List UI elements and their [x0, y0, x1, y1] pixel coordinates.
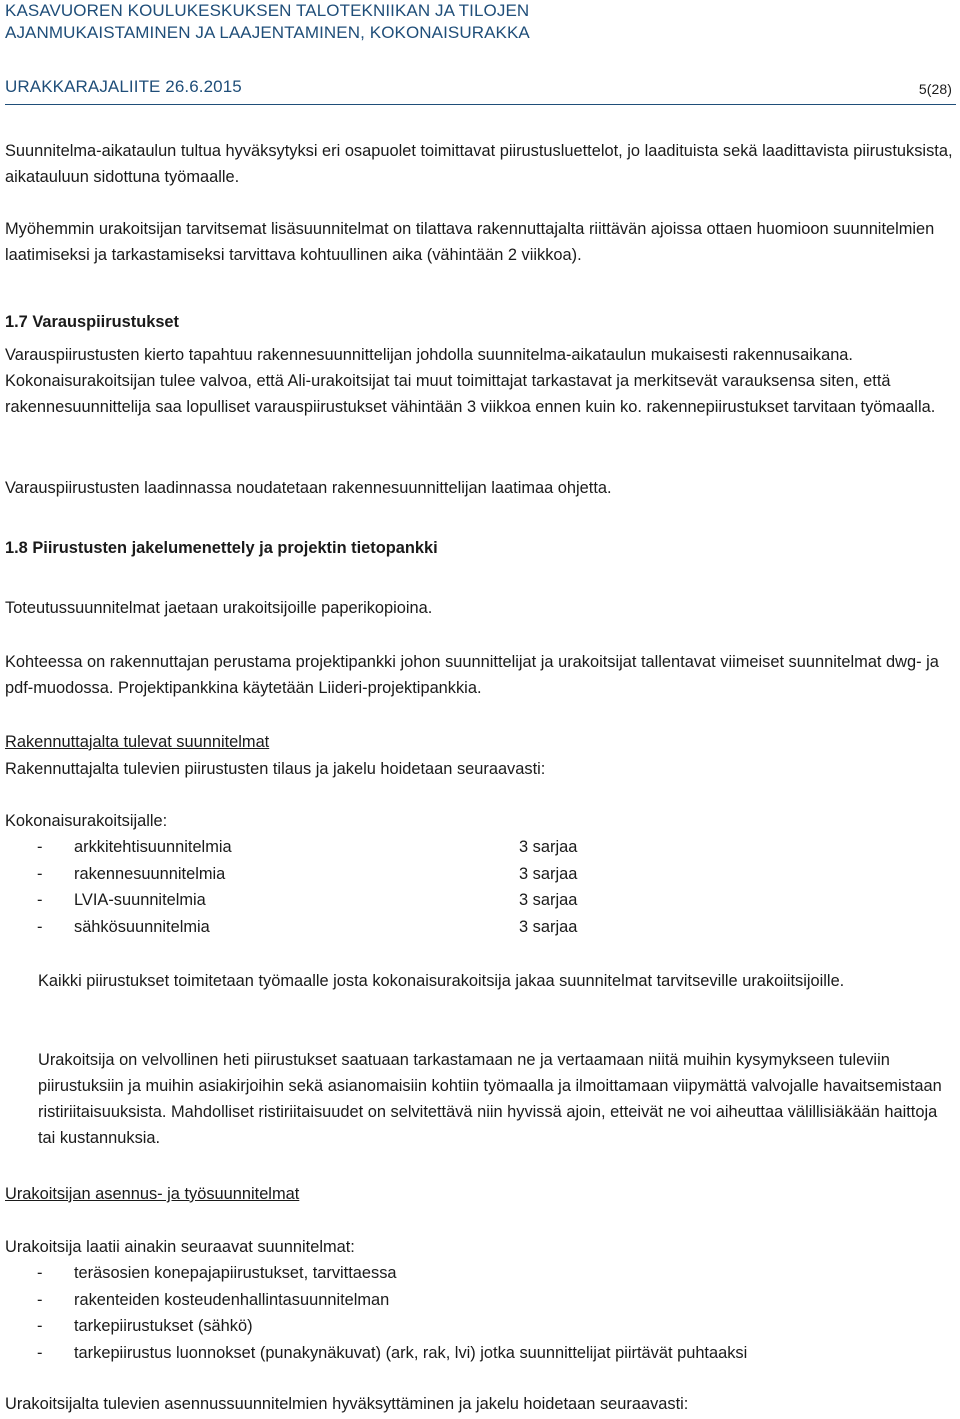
list-item-label: LVIA-suunnitelmia: [74, 891, 206, 909]
list-dash: -: [37, 1317, 43, 1335]
list-dash: -: [37, 838, 43, 856]
list-dash: -: [37, 1264, 43, 1282]
paragraph-project-bank: Kohteessa on rakennuttajan perustama projektipankki johon suunnittelijat ja urakoitsijat tallentavat viimeiset suunnitelmat dwg- ja pdf-muodossa. Projektipankkina käytetään Liideri-projektipankkia.: [5, 653, 939, 697]
list-item: [5, 887, 955, 914]
paragraph-site-delivery: Kaikki piirustukset toimitetaan työmaalle josta kokonaisurakoitsija jakaa suunnitelmat tarvitseville urakoiitsijoille.: [38, 972, 845, 990]
list-item-label: teräsosien konepajapiirustukset, tarvittaessa: [74, 1264, 397, 1282]
list-item: [5, 1260, 955, 1287]
paragraph-reservation-drawings: Varauspiirustusten kierto tapahtuu rakennesuunnittelijan johdolla suunnitelma-aikataulun mukaisesti rakennusaikana. Kokonaisurakoitsijan tulee valvoa, että Ali-urakoitsijat tai muut toimittajat tarkastavat ja merkitsevät varauksensa siten, että rakennesuunnittelija saa lopulliset varauspiirustukset vähintään 3 viikkoa ennen kuin ko. rakennepiirustukset tarvitaan työmaalla.: [5, 346, 936, 416]
distribution-list: [5, 834, 955, 940]
list-item-amount: 3 sarjaa: [519, 917, 578, 936]
page-number: 5(28): [918, 81, 952, 97]
paragraph-contractor-duty: Urakoitsija on velvollinen heti piirustukset saatuaan tarkastamaan ne ja vertaamaan niitä muihin kysymykseen tuleviin piirustuksiin ja muihin asiakirjoihin sekä asianomaisiin kohtiin työmaalla ja ilmoittamaan viipymättä valvojalle havaitsemistaan ristiriitaisuuksista. Mahdolliset ristiriitaisuudet on selvitettävä niin hyvissä ajoin, etteivät ne voi aiheuttaa välillisiäkään haittoja tai kustannuksia.: [38, 1051, 942, 1147]
list-item: [5, 834, 955, 861]
paragraph-paper-copies: Toteutussuunnitelmat jaetaan urakoitsijoille paperikopioina.: [5, 599, 433, 617]
paragraph-intro: Suunnitelma-aikataulun tultua hyväksytyksi eri osapuolet toimittavat piirustusluettelot, jo laadituista sekä laadittavista piirustuksista, aikatauluun sidottuna työmaalle.: [5, 142, 953, 186]
list-item-amount: 3 sarjaa: [519, 838, 578, 856]
list-item: [5, 1340, 955, 1367]
paragraph-additional-plans: Myöhemmin urakoitsijan tarvitsemat lisäsuunnitelmat on tilattava rakennuttajalta riittävän ajoissa ottaen huomioon suunnitelmien laatimiseksi ja tarkastamiseksi tarvittava kohtuullinen aika (vähintään 2 viikkoa).: [5, 220, 935, 264]
section-heading-1-7: 1.7 Varauspiirustukset: [5, 313, 180, 331]
header-title-line-2: AJANMUKAISTAMINEN JA LAAJENTAMINEN, KOKONAISURAKKA: [5, 23, 530, 42]
list-item-label: tarkepiirustus luonnokset (punakynäkuvat) (ark, rak, lvi) jotka suunnittelijat piirtävät puhtaaksi: [74, 1343, 748, 1362]
header-title-line-1: KASAVUOREN KOULUKESKUKSEN TALOTEKNIIKAN JA TILOJEN: [5, 1, 530, 20]
list-dash: -: [37, 917, 43, 936]
subheading-contractor-plans: Urakoitsijan asennus- ja työsuunnitelmat: [5, 1185, 300, 1203]
section-heading-1-8: 1.8 Piirustusten jakelumenettely ja projektin tietopankki: [5, 539, 438, 557]
list-dash: -: [37, 1343, 43, 1362]
paragraph-last: Urakoitsijalta tulevien asennussuunnitelmien hyväksyttäminen ja jakelu hoidetaan seuraavasti:: [5, 1395, 689, 1413]
list-item-label: rakenteiden kosteudenhallintasuunnitelman: [74, 1290, 390, 1309]
list-item-label: arkkitehtisuunnitelmia: [74, 838, 232, 856]
list-dash: -: [37, 864, 43, 883]
list-item: [5, 1313, 955, 1340]
list-item: [5, 1287, 955, 1314]
list-item: [5, 861, 955, 888]
list-item-label: tarkepiirustukset (sähkö): [74, 1317, 253, 1335]
list-dash: -: [37, 1290, 43, 1309]
list-dash: -: [37, 891, 43, 909]
subheading-client-plans: Rakennuttajalta tulevat suunnitelmat: [5, 733, 270, 751]
recipient-label: Kokonaisurakoitsijalle:: [5, 812, 168, 830]
list-item: [5, 914, 955, 941]
list-item-amount: 3 sarjaa: [519, 864, 578, 883]
paragraph-contractor-plans: Urakoitsija laatii ainakin seuraavat suunnitelmat:: [5, 1238, 355, 1256]
page-header: [5, 0, 955, 97]
header-appendix: URAKKARAJALIITE 26.6.2015: [5, 77, 242, 96]
list-item-label: sähkösuunnitelmia: [74, 917, 210, 936]
paragraph-reservation-instructions: Varauspiirustusten laadinnassa noudatetaan rakennesuunnittelijan laatimaa ohjetta.: [5, 479, 612, 497]
list-item-amount: 3 sarjaa: [519, 891, 578, 909]
header-rule: [5, 104, 956, 105]
plans-list: [5, 1260, 955, 1366]
paragraph-client-plans: Rakennuttajalta tulevien piirustusten tilaus ja jakelu hoidetaan seuraavasti:: [5, 760, 546, 778]
list-item-label: rakennesuunnitelmia: [74, 864, 226, 883]
